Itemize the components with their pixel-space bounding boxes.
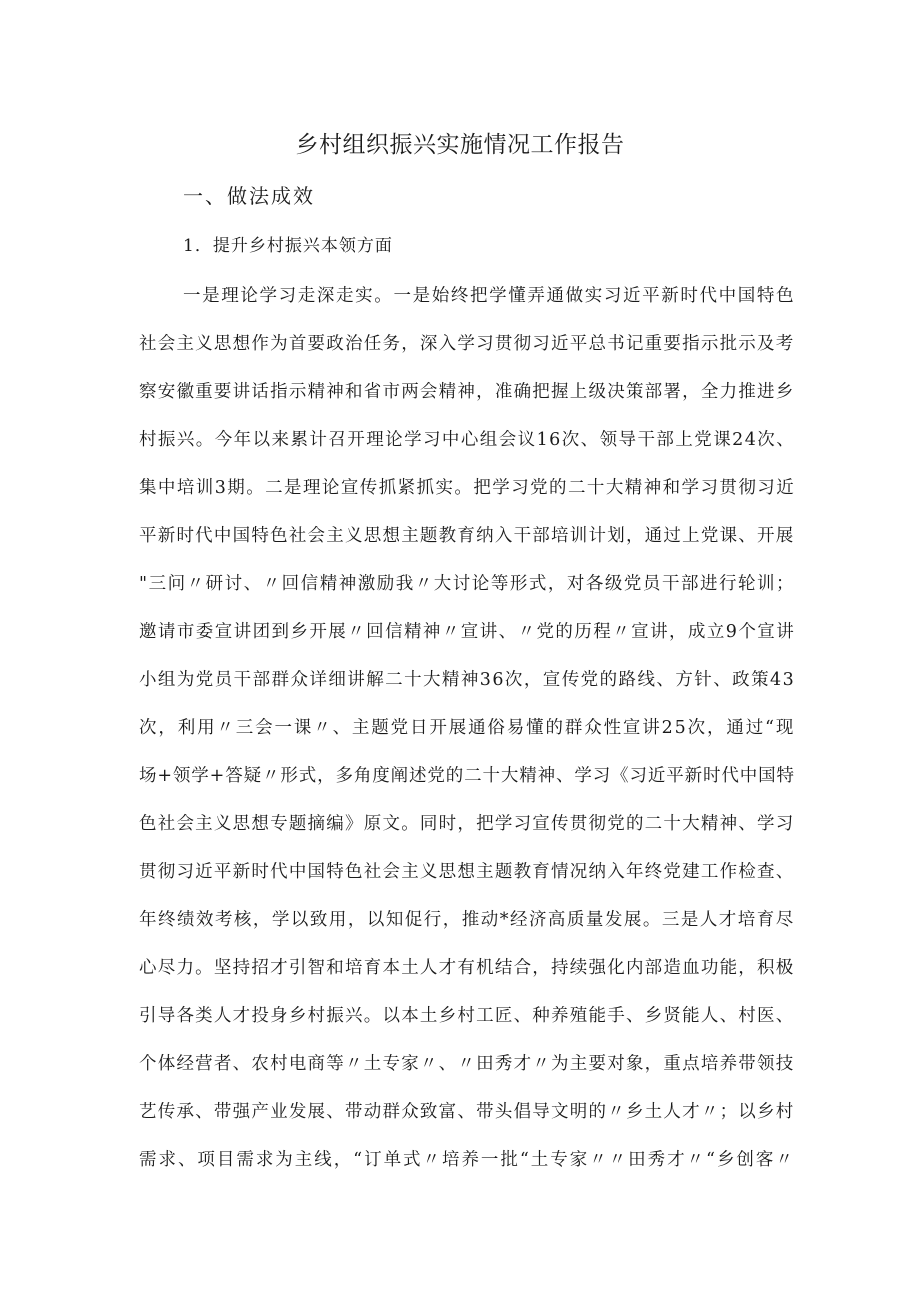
body-line: 心尽力。坚持招才引智和培育本土人才有机结合，持续强化内部造血功能，积极 bbox=[139, 958, 795, 978]
body-line: 艺传承、带强产业发展、带动群众致富、带头倡导文明的〃乡土人才〃；以乡村 bbox=[139, 1102, 795, 1122]
body-line: 场+领学+答疑〃形式，多角度阐述党的二十大精神、学习《习近平新时代中国特 bbox=[139, 766, 795, 786]
body-line: 个体经营者、农村电商等〃土专家〃、〃田秀才〃为主要对象，重点培养带领技 bbox=[139, 1054, 795, 1074]
body-line: 小组为党员干部群众详细讲解二十大精神36次，宣传党的路线、方针、政策43 bbox=[139, 670, 796, 690]
body-line: 察安徽重要讲话指示精神和省市两会精神，准确把握上级决策部署，全力推进乡 bbox=[139, 382, 795, 402]
subsection-heading: 1．提升乡村振兴本领方面 bbox=[183, 236, 393, 256]
body-line: 年终绩效考核，学以致用，以知促行，推动*经济高质量发展。三是人才培育尽 bbox=[139, 910, 795, 930]
body-line: 集中培训3期。二是理论宣传抓紧抓实。把学习党的二十大精神和学习贯彻习近 bbox=[139, 478, 796, 498]
body-line: 邀请市委宣讲团到乡开展〃回信精神〃宣讲、〃党的历程〃宣讲，成立9个宣讲 bbox=[139, 622, 796, 642]
document-title: 乡村组织振兴实施情况工作报告 bbox=[295, 132, 625, 158]
body-line: 需求、项目需求为主线，“订单式〃培养一批“土专家〃〃田秀才〃“乡创客〃 bbox=[139, 1150, 795, 1170]
section-heading: 一、做法成效 bbox=[183, 184, 315, 208]
body-line: 贯彻习近平新时代中国特色社会主义思想主题教育情况纳入年终党建工作检查、 bbox=[139, 862, 795, 882]
body-line: 色社会主义思想专题摘编》原文。同时，把学习宣传贯彻党的二十大精神、学习 bbox=[139, 814, 795, 834]
body-line: 平新时代中国特色社会主义思想主题教育纳入干部培训计划，通过上党课、开展 bbox=[139, 526, 795, 546]
body-line: "三问〃研讨、〃回信精神激励我〃大讨论等形式，对各级党员干部进行轮训； bbox=[139, 574, 796, 594]
body-line: 次，利用〃三会一课〃、主题党日开展通俗易懂的群众性宣讲25次，通过“现 bbox=[139, 718, 796, 738]
body-line: 引导各类人才投身乡村振兴。以本土乡村工匠、种养殖能手、乡贤能人、村医、 bbox=[139, 1006, 795, 1026]
body-line: 村振兴。今年以来累计召开理论学习中心组会议16次、领导干部上党课24次、 bbox=[139, 430, 796, 450]
body-line: 一是理论学习走深走实。一是始终把学懂弄通做实习近平新时代中国特色 bbox=[183, 286, 796, 306]
body-line: 社会主义思想作为首要政治任务，深入学习贯彻习近平总书记重要指示批示及考 bbox=[139, 334, 795, 354]
